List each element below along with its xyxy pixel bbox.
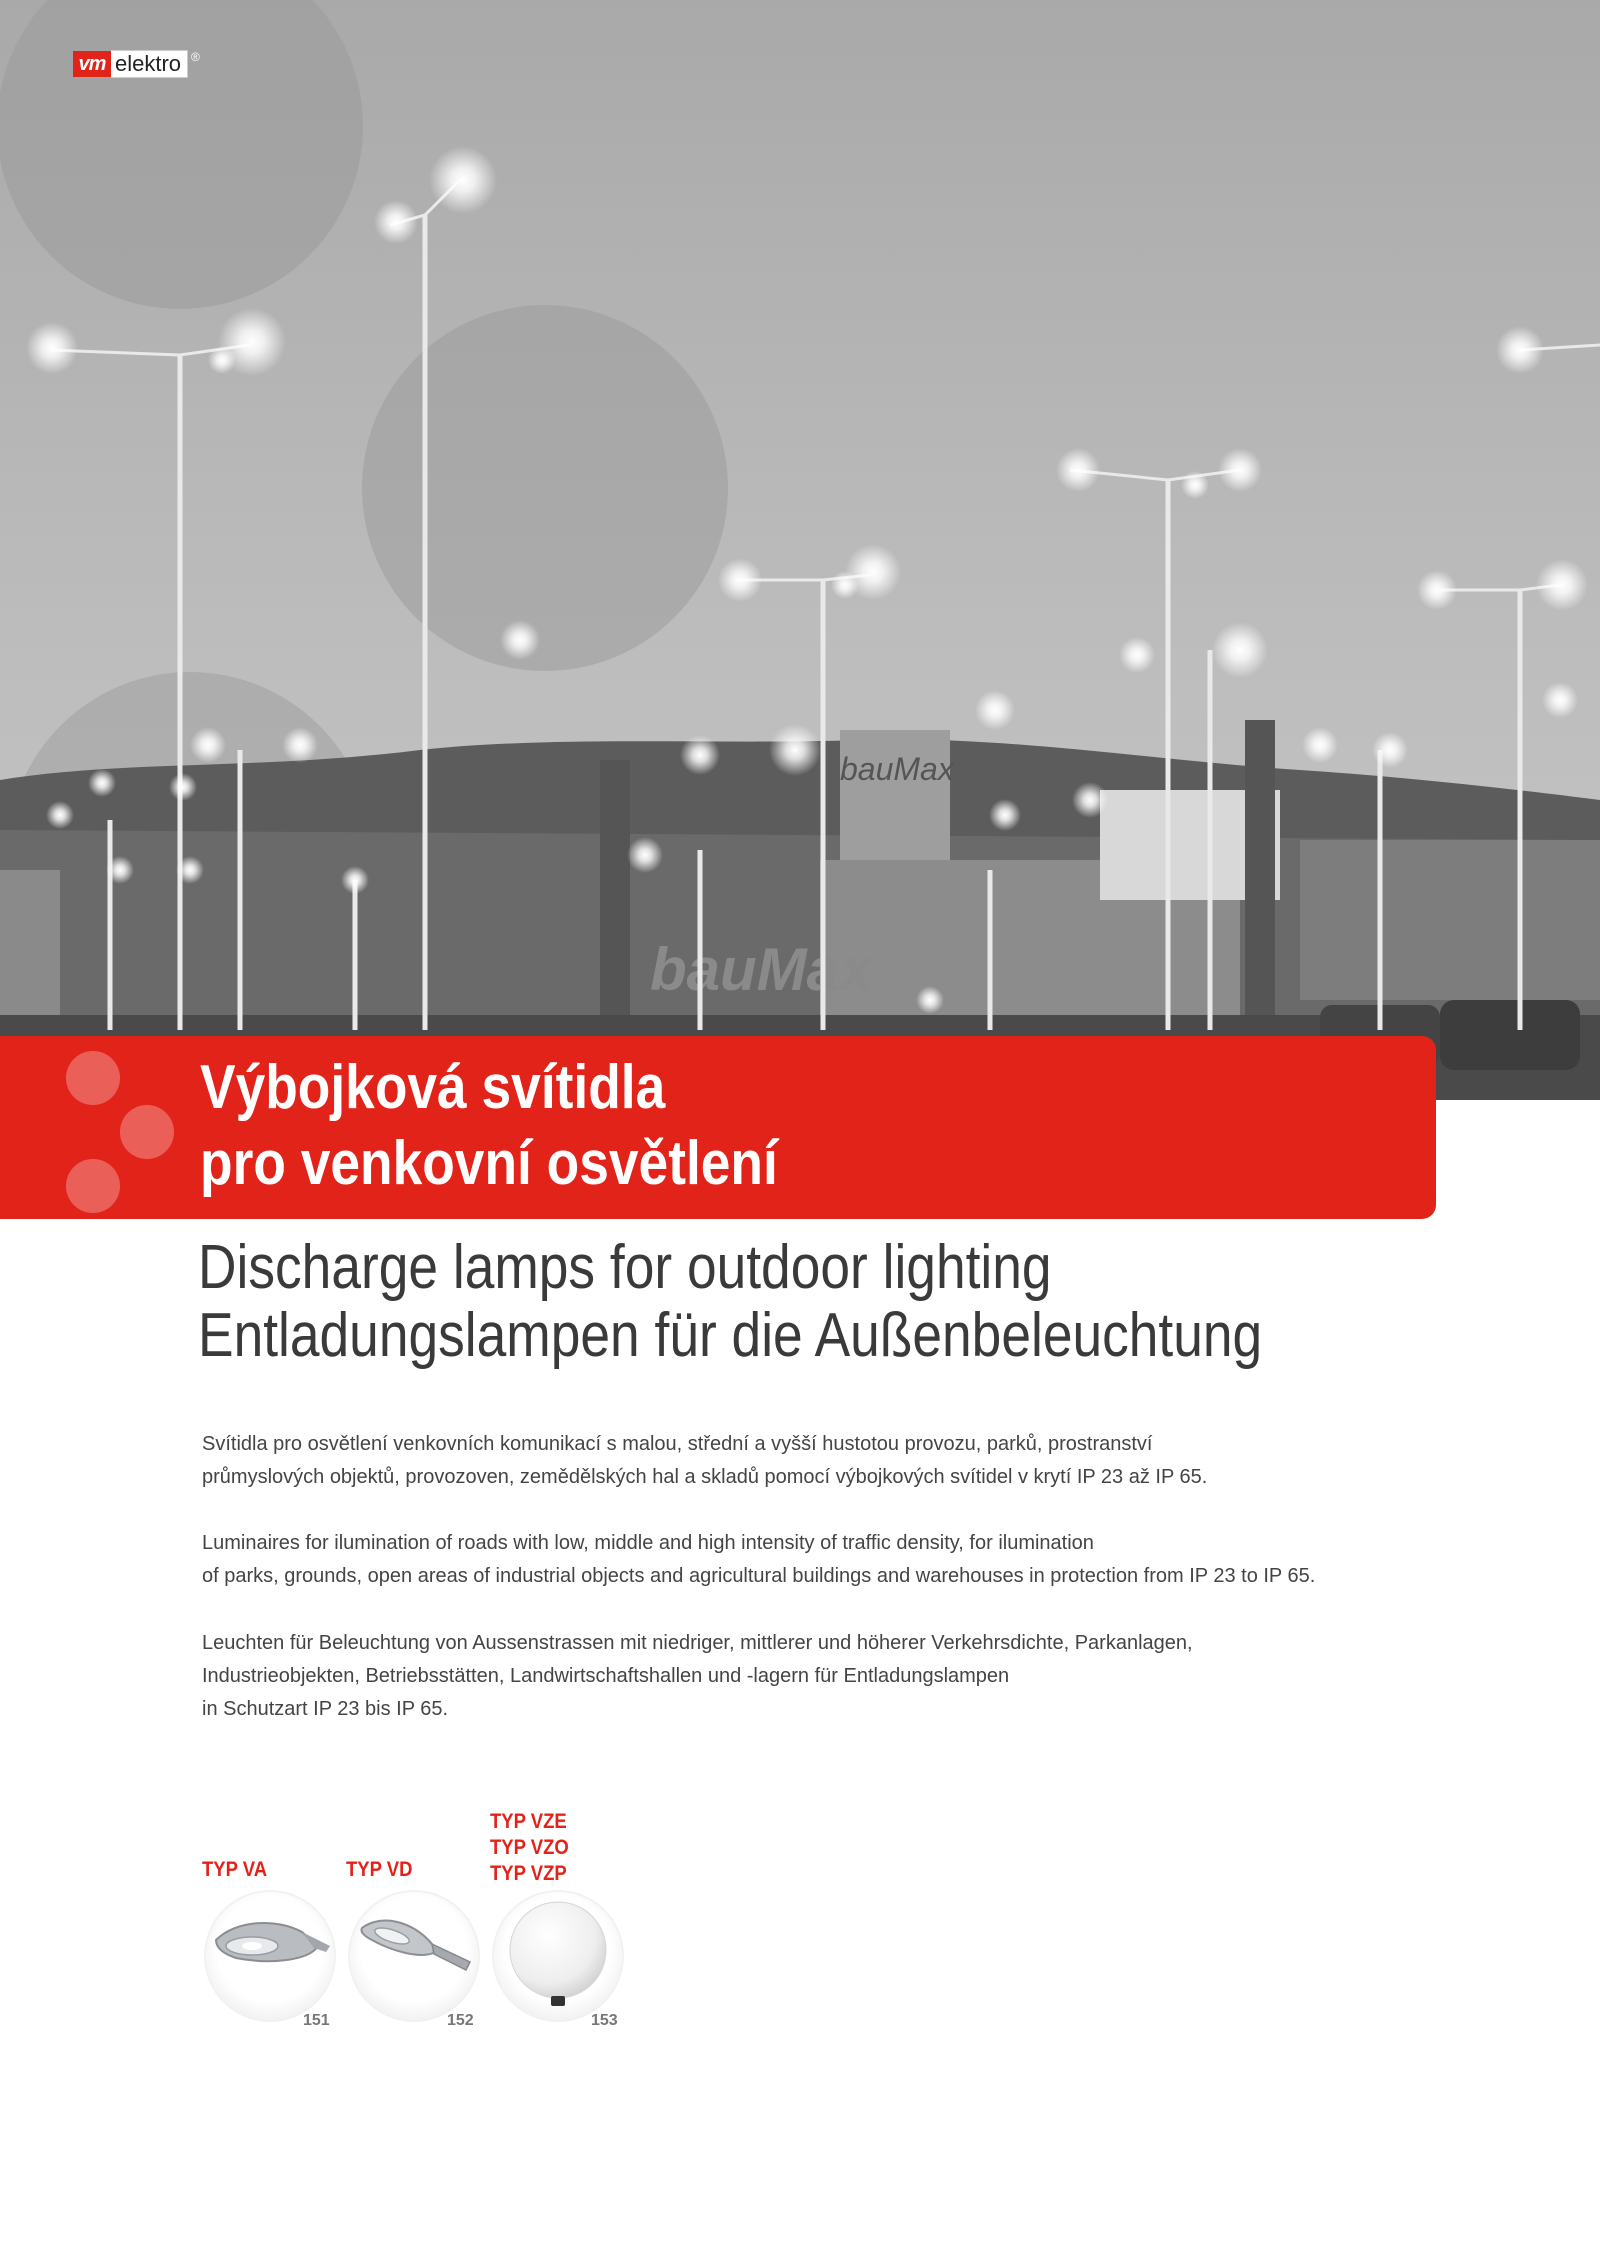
page-ref-151[interactable]: 151 — [303, 2012, 330, 2029]
registered-mark: ® — [191, 50, 200, 64]
description-en-line: of parks, grounds, open areas of industrial objects and agricultural buildings and warehouses in protection from IP 23 to IP 65. — [202, 1565, 1316, 1587]
decorative-dot — [66, 1159, 120, 1213]
globe-lamp-icon — [494, 1892, 622, 2020]
logo-mark: vm — [73, 51, 111, 77]
description-de-line: Leuchten für Beleuchtung von Aussenstrassen mit niedriger, mittlerer und höherer Verkehrsdichte, Parkanlagen, — [202, 1632, 1193, 1654]
company-logo — [73, 50, 200, 78]
description-de-line: Industrieobjekten, Betriebsstätten, Landwirtschaftshallen und -lagern für Entladungslampen — [202, 1665, 1010, 1687]
product-thumb-va[interactable] — [206, 1892, 334, 2020]
description-de — [202, 1627, 1193, 1726]
description-de-line: in Schutzart IP 23 bis IP 65. — [202, 1698, 449, 1720]
page-title-line2: pro venkovní osvětlení — [200, 1129, 778, 1198]
description-cz-line: Svítidla pro osvětlení venkovních komunikací s malou, střední a vyšší hustotou provozu, parků, prostranství — [202, 1433, 1153, 1455]
product-type-label: TYP VZO — [490, 1836, 569, 1859]
description-en-line: Luminaires for ilumination of roads with low, middle and high intensity of traffic density, for ilumination — [202, 1532, 1094, 1554]
product-type-label: TYP VD — [346, 1858, 413, 1881]
subtitle-en: Discharge lamps for outdoor lighting — [198, 1233, 1052, 1302]
page-ref-152[interactable]: 152 — [447, 2012, 474, 2029]
store-sign-facade: bauMax — [650, 936, 874, 1003]
description-cz-line: průmyslových objektů, provozoven, zemědělských hal a skladů pomocí výbojkových svítidel v krytí IP 23 až IP 65. — [202, 1466, 1208, 1488]
product-type-label: TYP VZP — [490, 1862, 567, 1885]
logo-text: elektro — [111, 50, 188, 78]
page-title-line1: Výbojková svítidla — [200, 1053, 666, 1122]
decorative-dot — [66, 1051, 120, 1105]
product-thumb-vd[interactable] — [350, 1892, 478, 2020]
description-cz — [202, 1428, 1207, 1494]
product-type-label: TYP VA — [202, 1858, 268, 1881]
page-title — [200, 1050, 778, 1202]
header-photo — [0, 0, 1600, 1100]
product-type-va[interactable] — [202, 1857, 267, 1883]
subtitle-de: Entladungslampen für die Außenbeleuchtung — [198, 1301, 1263, 1370]
product-type-vd[interactable] — [346, 1857, 412, 1883]
product-type-vz[interactable] — [490, 1809, 569, 1887]
product-thumb-vz[interactable] — [494, 1892, 622, 2020]
title-banner — [0, 1036, 1436, 1219]
street-lamp-icon — [206, 1892, 334, 2020]
parking-lot-night-photo — [0, 0, 1600, 1100]
product-type-label: TYP VZE — [490, 1810, 567, 1833]
decorative-dot — [120, 1105, 174, 1159]
street-lamp-icon — [350, 1892, 478, 2020]
page-ref-153[interactable]: 153 — [591, 2012, 618, 2029]
subtitle — [198, 1234, 1262, 1370]
store-sign: bauMax — [840, 751, 954, 787]
description-en — [202, 1527, 1315, 1593]
